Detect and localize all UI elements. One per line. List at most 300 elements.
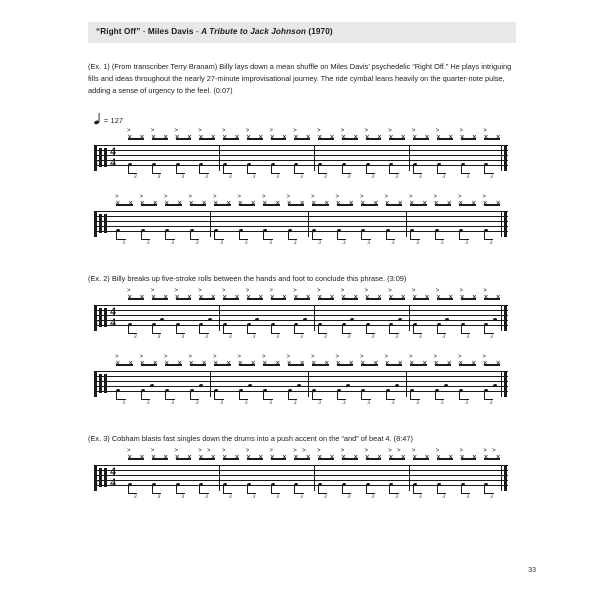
cymbal-notehead: ✕ [483, 453, 489, 461]
accent-mark: > [459, 447, 464, 454]
cymbal-notehead: ✕ [174, 293, 180, 301]
cymbal-notehead: ✕ [258, 453, 264, 461]
accent-mark: > [222, 287, 226, 294]
accent-mark: > [222, 127, 226, 134]
barline [219, 305, 220, 331]
accent-mark: > [188, 193, 193, 200]
barline-end-thin [501, 145, 502, 171]
cymbal-notehead: ✕ [245, 293, 252, 301]
tuplet-number: 3 [391, 239, 395, 246]
accent-mark: > [207, 447, 211, 454]
beam [318, 493, 327, 494]
accent-mark: > [164, 193, 168, 200]
accent-mark: > [482, 353, 487, 360]
example-3-caption: (Ex. 3) Cobham blasts fast singles down the drums into a push accent on the “and” of beat 4. (8:47) [88, 433, 413, 443]
tuplet-number: 3 [133, 493, 137, 500]
staff-line [94, 221, 508, 222]
tuplet-number: 3 [466, 493, 470, 500]
cymbal-notehead: ✕ [269, 453, 275, 461]
beam [152, 173, 161, 174]
beam [190, 239, 200, 240]
cymbal-notehead: ✕ [376, 133, 383, 141]
music-system-ex3-line1 [88, 449, 516, 511]
staff [94, 127, 508, 180]
cymbal-notehead: ✕ [188, 359, 194, 367]
cymbal-notehead: ✕ [164, 359, 170, 367]
beam [484, 239, 494, 240]
music-system-ex1-line2 [88, 195, 516, 257]
tuplet-number: 3 [181, 173, 185, 180]
beam [128, 493, 137, 494]
page-content [88, 22, 516, 511]
cymbal-notehead: ✕ [234, 453, 240, 461]
cymbal-notehead: ✕ [281, 453, 288, 461]
accent-mark: > [483, 287, 487, 294]
beam [214, 399, 224, 400]
tuplet-number: 3 [367, 239, 371, 246]
accent-mark: > [412, 287, 416, 294]
accent-mark: > [150, 447, 155, 454]
accent-mark: > [340, 287, 345, 294]
tuplet-number: 3 [323, 173, 327, 180]
beam [288, 399, 298, 400]
accent-mark: > [262, 193, 266, 200]
cymbal-notehead: ✕ [348, 199, 354, 207]
cymbal-notehead: ✕ [311, 359, 317, 367]
cymbal-notehead: ✕ [400, 293, 406, 301]
barline [409, 465, 410, 491]
beam [337, 399, 347, 400]
cymbal-notehead: ✕ [388, 293, 394, 301]
accent-mark: > [302, 447, 306, 454]
barline [406, 371, 407, 397]
tuplet-number: 3 [195, 239, 199, 246]
cymbal-notehead: ✕ [412, 133, 418, 141]
cymbal-notehead: ✕ [258, 293, 264, 301]
tuplet-number: 3 [391, 399, 395, 406]
drum-notehead [296, 383, 301, 387]
cymbal-notehead: ✕ [163, 453, 169, 461]
tuplet-number: 3 [181, 333, 185, 340]
cymbal-notehead: ✕ [281, 133, 288, 141]
cymbal-notehead: ✕ [127, 133, 133, 141]
beam [461, 493, 470, 494]
cymbal-notehead: ✕ [384, 199, 390, 207]
cymbal-notehead: ✕ [198, 293, 204, 301]
cymbal-notehead: ✕ [400, 453, 406, 461]
tuplet-number: 3 [276, 493, 280, 500]
beam [152, 493, 161, 494]
cymbal-notehead: ✕ [250, 359, 256, 367]
tuplet-number: 3 [122, 239, 126, 246]
cymbal-notehead: ✕ [186, 293, 193, 301]
cymbal-notehead: ✕ [186, 453, 193, 461]
cymbal-notehead: ✕ [448, 133, 454, 141]
staff-line [94, 216, 508, 217]
beam [141, 399, 151, 400]
beam [389, 173, 398, 174]
accent-mark: > [388, 127, 392, 134]
tuplet-number: 3 [466, 333, 470, 340]
cymbal-notehead: ✕ [340, 133, 347, 141]
accent-mark: > [150, 127, 155, 134]
tuplet-number: 3 [244, 239, 248, 246]
accent-mark: > [293, 447, 297, 454]
beam [271, 493, 280, 494]
cymbal-notehead: ✕ [311, 199, 317, 207]
staff-line [94, 475, 508, 476]
beam [389, 333, 398, 334]
tuplet-number: 3 [195, 399, 199, 406]
accent-mark: > [198, 447, 202, 454]
accent-mark: > [222, 447, 226, 454]
tuplet-number: 3 [205, 173, 208, 180]
tuplet-number: 3 [371, 173, 375, 180]
barline-end-thin [501, 371, 502, 397]
accent-mark: > [317, 447, 321, 454]
accent-mark: > [412, 447, 416, 454]
tuplet-number: 3 [220, 239, 224, 246]
beam [199, 493, 208, 494]
accent-mark: > [412, 127, 416, 134]
accent-mark: > [115, 353, 119, 360]
tuplet-number: 3 [276, 333, 280, 340]
tuplet-number: 3 [490, 333, 493, 340]
barline-end-thin [501, 305, 502, 331]
beam [361, 239, 371, 240]
cymbal-notehead: ✕ [483, 293, 489, 301]
cymbal-notehead: ✕ [433, 199, 439, 207]
accent-mark: > [188, 353, 193, 360]
drum-notehead [492, 317, 497, 321]
cymbal-notehead: ✕ [163, 293, 169, 301]
beam [199, 173, 208, 174]
cymbal-notehead: ✕ [324, 359, 330, 367]
accent-mark: > [174, 287, 179, 294]
dynamic-forte: f [94, 478, 98, 491]
cymbal-notehead: ✕ [446, 359, 452, 367]
cymbal-notehead: ✕ [435, 133, 442, 141]
cymbal-notehead: ✕ [275, 199, 281, 207]
staff-line [94, 465, 508, 466]
barline [314, 465, 315, 491]
barline [210, 371, 211, 397]
tuplet-number: 3 [133, 173, 137, 180]
tuplet-number: 3 [157, 493, 161, 500]
beam [141, 239, 151, 240]
cymbal-notehead: ✕ [188, 199, 194, 207]
staff-line [94, 480, 508, 481]
tuplet-number: 3 [418, 333, 422, 340]
cymbal-notehead: ✕ [127, 293, 133, 301]
tuplet-number: 3 [157, 333, 161, 340]
tuplet-number: 3 [466, 173, 470, 180]
cymbal-notehead: ✕ [329, 293, 335, 301]
drum-notehead [247, 383, 252, 387]
percussion-clef [104, 214, 107, 233]
cymbal-notehead: ✕ [115, 199, 121, 207]
cymbal-notehead: ✕ [210, 453, 216, 461]
cymbal-notehead: ✕ [495, 133, 501, 141]
beam [413, 333, 422, 334]
accent-mark: > [340, 127, 345, 134]
cymbal-notehead: ✕ [364, 133, 370, 141]
accent-mark: > [127, 287, 131, 294]
beam [247, 333, 256, 334]
tuplet-number: 3 [442, 333, 446, 340]
example-2-caption: (Ex. 2) Billy breaks up five-stroke rolls between the hands and foot to conclude this phrase. (3:09) [88, 273, 407, 283]
heading-artist: Miles Davis [147, 27, 194, 36]
tuplet-number: 3 [342, 399, 346, 406]
staff-line [94, 376, 508, 377]
heading-year: (1970) [306, 27, 333, 36]
tuplet-number: 3 [181, 493, 185, 500]
cymbal-notehead: ✕ [448, 453, 454, 461]
accent-mark: > [198, 287, 202, 294]
tuplet-number: 3 [318, 399, 322, 406]
accent-mark: > [245, 127, 250, 134]
tuplet-number: 3 [133, 333, 137, 340]
cymbal-notehead: ✕ [412, 453, 418, 461]
accent-mark: > [483, 447, 487, 454]
beam [214, 239, 224, 240]
beam [342, 173, 351, 174]
beam [263, 239, 273, 240]
cymbal-notehead: ✕ [226, 199, 232, 207]
cymbal-notehead: ✕ [482, 199, 488, 207]
barline [308, 211, 309, 237]
tuplet-number: 3 [293, 399, 297, 406]
cymbal-notehead: ✕ [150, 293, 157, 301]
page-number: 33 [528, 567, 536, 574]
accent-mark: > [262, 353, 266, 360]
staff [94, 287, 508, 340]
beam [239, 239, 249, 240]
beam [386, 239, 396, 240]
cymbal-notehead: ✕ [222, 133, 228, 141]
cymbal-notehead: ✕ [388, 133, 394, 141]
cymbal-notehead: ✕ [397, 199, 403, 207]
tuplet-number: 3 [465, 399, 469, 406]
tuplet-number: 3 [269, 399, 273, 406]
cymbal-notehead: ✕ [163, 133, 169, 141]
accent-mark: > [458, 353, 462, 360]
tuplet-number: 3 [347, 493, 351, 500]
beam [176, 493, 185, 494]
beam [116, 239, 126, 240]
beam [342, 493, 351, 494]
beam [294, 333, 303, 334]
accent-mark: > [364, 127, 369, 134]
beam [165, 239, 175, 240]
cymbal-notehead: ✕ [213, 359, 219, 367]
cymbal-notehead: ✕ [177, 199, 183, 207]
cymbal-notehead: ✕ [262, 199, 268, 207]
beam [318, 333, 327, 334]
staff-line [94, 381, 508, 382]
accent-mark: > [139, 193, 144, 200]
accent-mark: > [139, 353, 144, 360]
cymbal-notehead: ✕ [128, 359, 134, 367]
cymbal-notehead: ✕ [373, 359, 379, 367]
intro-paragraph: (Ex. 1) (From transcriber Terry Branam) Billy lays down a mean shuffle on Miles Davis’ psychedelic “Right Off.” He plays intriguing fills and ideas throughout the nearly 27-minute improvisational journey. The ride cymbal leans heavily on the quarter-note pulse, adding a sense of urgency to the feel. (0:07) [88, 61, 512, 95]
cymbal-notehead: ✕ [186, 133, 193, 141]
staff-line [94, 211, 508, 212]
cymbal-notehead: ✕ [293, 293, 299, 301]
accent-mark: > [150, 287, 155, 294]
beam [484, 173, 493, 174]
cymbal-notehead: ✕ [483, 133, 489, 141]
cymbal-notehead: ✕ [299, 359, 305, 367]
accent-mark: > [340, 447, 345, 454]
cymbal-notehead: ✕ [213, 199, 219, 207]
accent-mark: > [459, 287, 464, 294]
beam [366, 333, 375, 334]
tuplet-number: 3 [276, 173, 280, 180]
song-heading [88, 22, 516, 43]
cymbal-notehead: ✕ [150, 133, 157, 141]
accent-mark: > [293, 287, 297, 294]
tuplet-number: 3 [395, 173, 398, 180]
cymbal-notehead: ✕ [373, 199, 379, 207]
barline [210, 211, 211, 237]
tuplet-number: 3 [347, 333, 351, 340]
accent-mark: > [492, 447, 496, 454]
barline [314, 145, 315, 171]
beam [239, 399, 249, 400]
accent-mark: > [317, 127, 321, 134]
tuplet-number: 3 [318, 239, 322, 246]
accent-mark: > [458, 193, 462, 200]
cymbal-notehead: ✕ [340, 453, 347, 461]
beam [435, 239, 445, 240]
accent-mark: > [174, 447, 179, 454]
beam [484, 493, 493, 494]
cymbal-notehead: ✕ [139, 359, 145, 367]
beam [337, 239, 347, 240]
cymbal-notehead: ✕ [139, 199, 145, 207]
heading-sep1: - [140, 27, 148, 36]
cymbal-notehead: ✕ [495, 359, 501, 367]
beam [199, 333, 208, 334]
cymbal-notehead: ✕ [409, 199, 415, 207]
cymbal-notehead: ✕ [448, 293, 454, 301]
barline-start [94, 371, 97, 397]
beam [165, 399, 175, 400]
accent-mark: > [388, 287, 392, 294]
cymbal-notehead: ✕ [234, 133, 240, 141]
cymbal-notehead: ✕ [305, 293, 311, 301]
barline-end [504, 465, 507, 491]
cymbal-notehead: ✕ [424, 453, 430, 461]
staff-line [94, 145, 508, 146]
accent-mark: > [311, 353, 315, 360]
staff [94, 447, 508, 500]
barline [219, 145, 220, 171]
staff-line [94, 485, 508, 486]
accent-mark: > [213, 353, 217, 360]
beam [247, 493, 256, 494]
beam [459, 239, 469, 240]
accent-mark: > [127, 447, 131, 454]
accent-mark: > [237, 353, 242, 360]
beam [484, 333, 493, 334]
cymbal-notehead: ✕ [305, 133, 311, 141]
accent-mark: > [311, 193, 315, 200]
cymbal-notehead: ✕ [458, 199, 464, 207]
percussion-clef [104, 148, 107, 167]
cymbal-notehead: ✕ [364, 453, 370, 461]
tuplet-number: 3 [416, 399, 420, 406]
tuplet-number: 3 [171, 399, 175, 406]
cymbal-notehead: ✕ [152, 359, 158, 367]
beam [271, 173, 280, 174]
cymbal-notehead: ✕ [139, 133, 145, 141]
cymbal-notehead: ✕ [364, 293, 370, 301]
cymbal-notehead: ✕ [422, 359, 428, 367]
staff-line [94, 150, 508, 151]
cymbal-notehead: ✕ [222, 453, 228, 461]
cymbal-notehead: ✕ [397, 359, 403, 367]
barline [406, 211, 407, 237]
cymbal-notehead: ✕ [139, 453, 145, 461]
cymbal-notehead: ✕ [353, 293, 359, 301]
tuplet-number: 3 [371, 333, 375, 340]
cymbal-notehead: ✕ [201, 199, 207, 207]
drum-notehead [394, 383, 399, 387]
cymbal-notehead: ✕ [409, 359, 415, 367]
cymbal-notehead: ✕ [495, 293, 501, 301]
cymbal-notehead: ✕ [459, 453, 465, 461]
heading-song: “Right Off” [96, 27, 141, 36]
dynamic-forte: f [94, 158, 98, 171]
cymbal-notehead: ✕ [471, 453, 478, 461]
accent-mark: > [384, 353, 389, 360]
tuplet-number: 3 [228, 173, 232, 180]
staff-line [94, 160, 508, 161]
cymbal-notehead: ✕ [471, 293, 478, 301]
barline-end [504, 145, 507, 171]
beam [263, 399, 273, 400]
cymbal-notehead: ✕ [269, 293, 275, 301]
cymbal-notehead: ✕ [422, 199, 428, 207]
cymbal-notehead: ✕ [471, 133, 478, 141]
cymbal-notehead: ✕ [335, 199, 341, 207]
staff-line [94, 226, 508, 227]
tuplet-number: 3 [442, 493, 446, 500]
accent-mark: > [317, 287, 321, 294]
cymbal-notehead: ✕ [245, 133, 252, 141]
cymbal-notehead: ✕ [237, 199, 243, 207]
cymbal-notehead: ✕ [317, 133, 323, 141]
barline-start [94, 211, 97, 237]
barline [314, 305, 315, 331]
cymbal-notehead: ✕ [174, 453, 180, 461]
beam [271, 333, 280, 334]
cymbal-notehead: ✕ [177, 359, 183, 367]
cymbal-notehead: ✕ [353, 453, 359, 461]
barline [219, 465, 220, 491]
music-system-ex1-line1 [88, 129, 516, 191]
time-signature: 4 4 [110, 303, 116, 329]
cymbal-notehead: ✕ [269, 133, 275, 141]
beam [437, 493, 446, 494]
tuplet-number: 3 [440, 239, 444, 246]
accent-mark: > [335, 353, 340, 360]
tuplet-number: 3 [347, 173, 351, 180]
beam [128, 333, 137, 334]
cymbal-notehead: ✕ [164, 199, 170, 207]
